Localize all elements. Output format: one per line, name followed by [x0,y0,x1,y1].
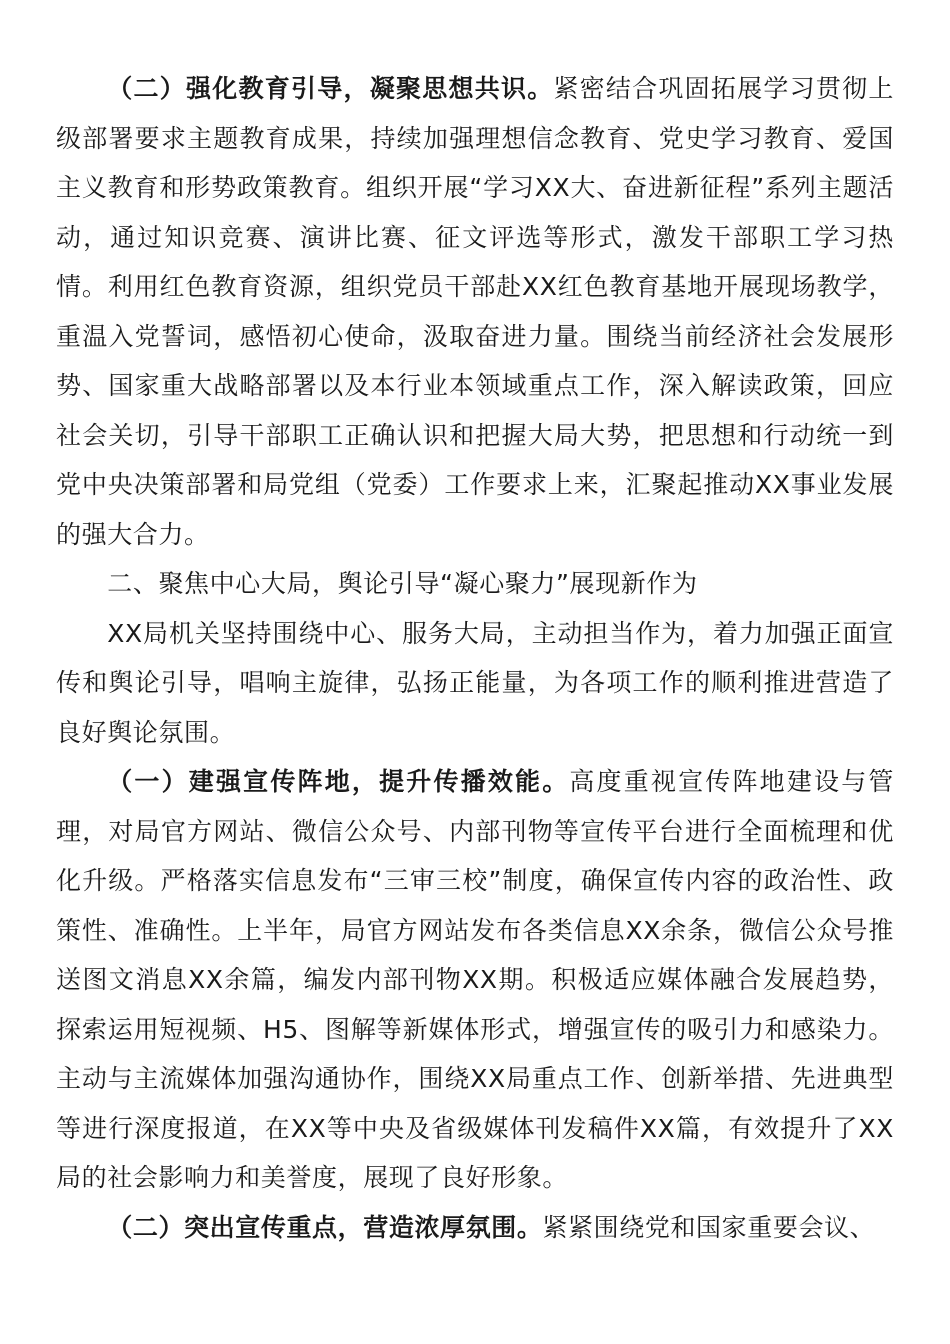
paragraph-section-intro [56,609,894,758]
paragraph-strengthen-education [56,64,894,559]
paragraph-lead-heading: （一）建强宣传阵地，提升传播效能。 [107,767,570,796]
section-heading-two [56,559,894,609]
paragraph-body-text: 紧密结合巩固拓展学习贯彻上级部署要求主题教育成果，持续加强理想信念教育、党史学习教育、爱国主义教育和形势政策教育。组织开展“学习XX大、奋进新征程”系列主题活动，通过知识竞赛、演讲比赛、征文评选等形式，激发干部职工学习热情。利用红色教育资源，组织党员干部赴XX红色教育基地开展现场教学，重温入党誓词，感悟初心使命，汲取奋进力量。围绕当前经济社会发展形势、国家重大战略部署以及本行业本领域重点工作，深入解读政策，回应社会关切，引导干部职工正确认识和把握大局大势，把思想和行动统一到党中央决策部署和局党组（党委）工作要求上来，汇聚起推动XX事业发展的强大合力。 [56,74,894,549]
section-heading-text: 二、聚焦中心大局，舆论引导“凝心聚力”展现新作为 [107,569,698,598]
paragraph-lead-heading: （二）突出宣传重点，营造浓厚氛围。 [107,1212,543,1242]
paragraph-build-publicity [56,757,894,1203]
paragraph-highlight-focus [56,1203,894,1253]
paragraph-body-text: XX局机关坚持围绕中心、服务大局，主动担当作为，着力加强正面宣传和舆论引导，唱响主旋律，弘扬正能量，为各项工作的顺利推进营造了良好舆论氛围。 [56,618,894,747]
document-page [56,64,894,1252]
paragraph-body-text: 紧紧围绕党和国家重要会议、 [542,1212,876,1242]
paragraph-body-text: 高度重视宣传阵地建设与管理，对局官方网站、微信公众号、内部刊物等宣传平台进行全面梳理和优化升级。严格落实信息发布“三审三校”制度，确保宣传内容的政治性、政策性、准确性。上半年，局官方网站发布各类信息XX余条，微信公众号推送图文消息XX余篇，编发内部刊物XX期。积极适应媒体融合发展趋势，探索运用短视频、H5、图解等新媒体形式，增强宣传的吸引力和感染力。主动与主流媒体加强沟通协作，围绕XX局重点工作、创新举措、先进典型等进行深度报道，在XX等中央及省级媒体刊发稿件XX篇，有效提升了XX局的社会影响力和美誉度，展现了良好形象。 [56,767,894,1192]
paragraph-lead-heading: （二）强化教育引导，凝聚思想共识。 [107,74,554,103]
